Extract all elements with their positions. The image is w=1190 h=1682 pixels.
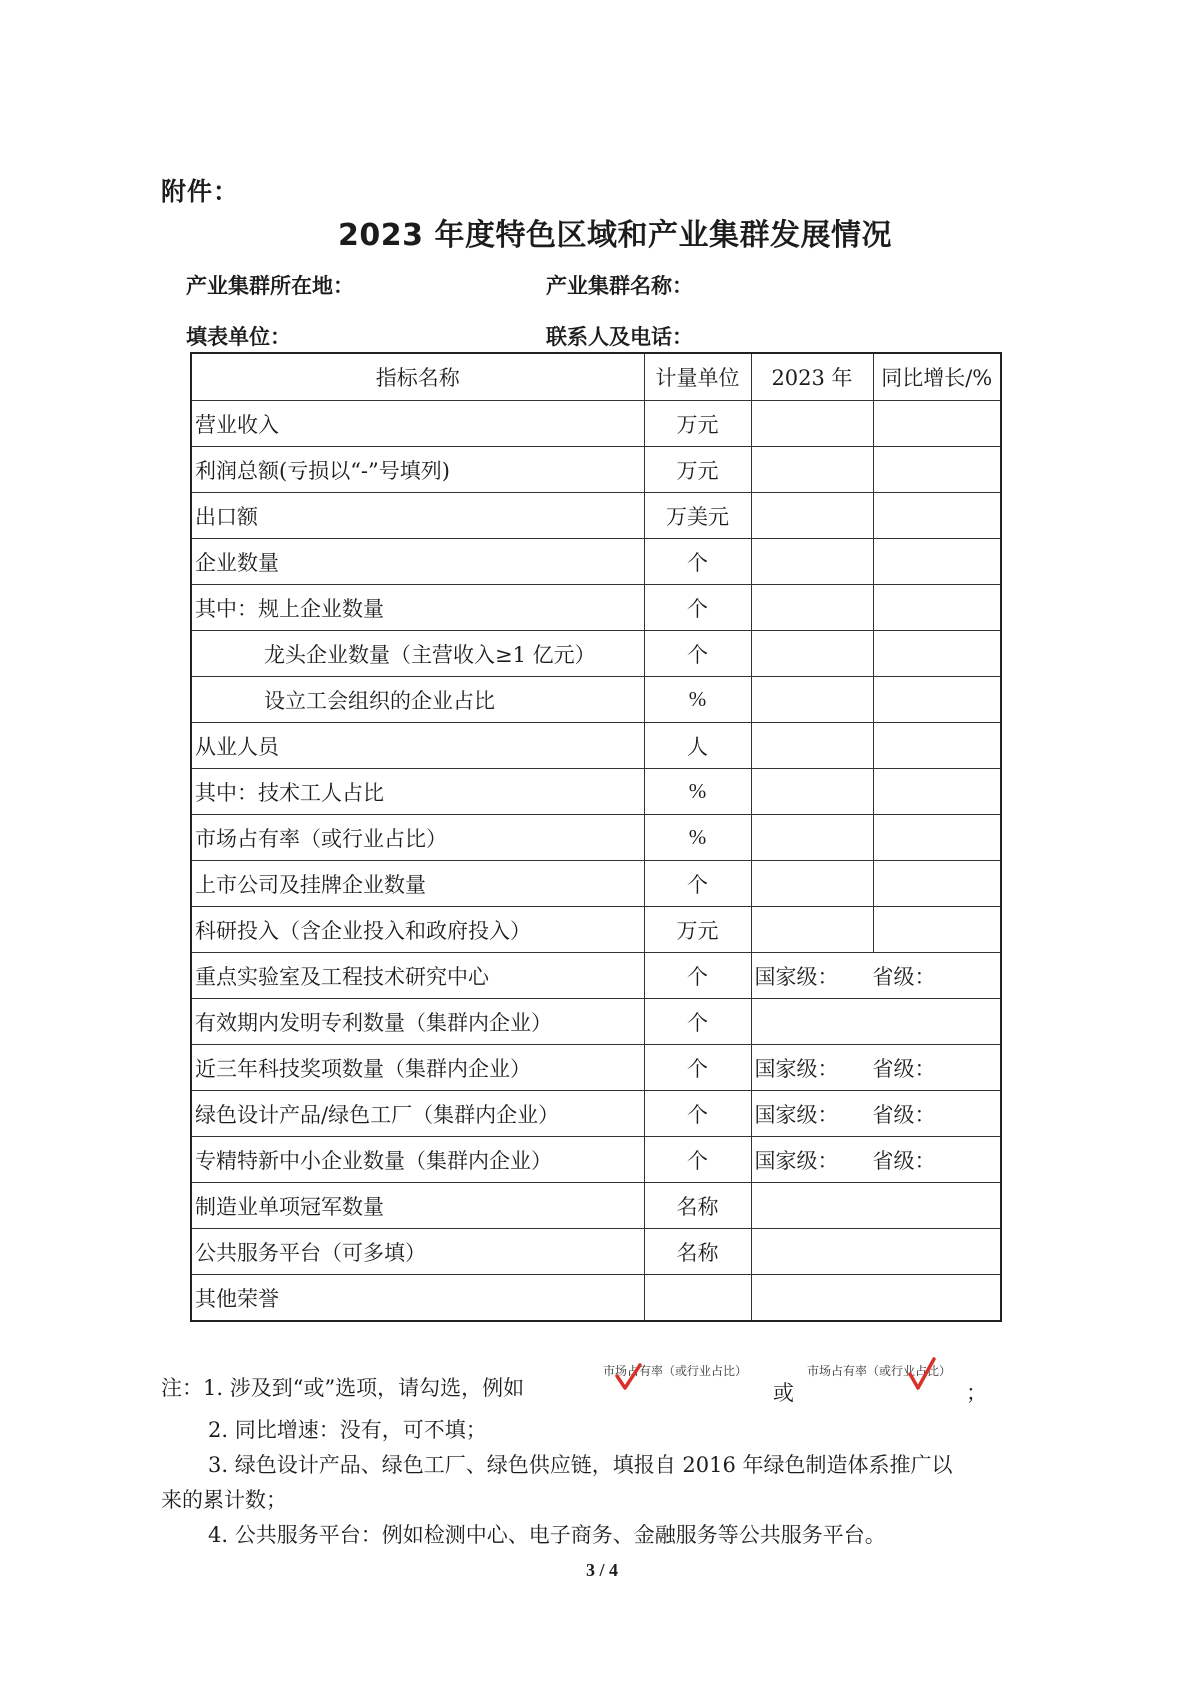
value-2023-cell[interactable] [751,585,873,631]
table-row [191,401,1001,447]
table-row [191,1183,1001,1229]
unit-cell: 个 [644,1045,751,1091]
provincial-level-label: 省级： [872,1148,936,1173]
table-row [191,999,1001,1045]
national-level-label: 国家级： [754,1056,839,1081]
indicator-table [190,352,1002,1322]
unit-cell: 万元 [644,907,751,953]
note-4: 4. 公共服务平台：例如检测中心、电子商务、金融服务等公共服务平台。 [208,1523,886,1547]
level-value-cell[interactable] [751,1091,1001,1137]
yoy-growth-cell[interactable] [873,861,1001,907]
value-2023-cell[interactable] [751,493,873,539]
note-1-suffix: ； [966,1381,987,1405]
table-row [191,677,1001,723]
unit-cell: 万元 [644,401,751,447]
provincial-level-label: 省级： [872,964,936,989]
checkmark-icon [614,1362,644,1392]
indicator-name: 近三年科技奖项数量（集群内企业） [191,1045,644,1091]
table-row [191,1091,1001,1137]
table-row [191,1045,1001,1091]
unit-cell: 人 [644,723,751,769]
value-2023-cell[interactable] [751,861,873,907]
table-row [191,631,1001,677]
value-2023-cell[interactable] [751,769,873,815]
table-row [191,447,1001,493]
yoy-growth-cell[interactable] [873,769,1001,815]
value-input-cell[interactable] [751,1275,1001,1322]
national-level-label: 国家级： [754,1102,839,1127]
table-row [191,585,1001,631]
table-row [191,1229,1001,1275]
indicator-name: 龙头企业数量（主营收入≥1 亿元） [191,631,644,677]
level-value-cell[interactable] [751,1137,1001,1183]
indicator-name: 其中：技术工人占比 [191,769,644,815]
indicator-name: 利润总额(亏损以“-”号填列) [191,447,644,493]
indicator-name: 设立工会组织的企业占比 [191,677,644,723]
unit-cell: % [644,769,751,815]
table-row [191,723,1001,769]
column-header-2023: 2023 年 [751,353,873,401]
indicator-name: 制造业单项冠军数量 [191,1183,644,1229]
unit-cell: 个 [644,585,751,631]
indicator-name: 上市公司及挂牌企业数量 [191,861,644,907]
provincial-level-label: 省级： [872,1056,936,1081]
unit-cell: 个 [644,861,751,907]
value-2023-cell[interactable] [751,447,873,493]
unit-cell [644,1275,751,1322]
indicator-name: 出口额 [191,493,644,539]
table-row [191,861,1001,907]
indicator-name: 市场占有率（或行业占比） [191,815,644,861]
national-level-label: 国家级： [754,1148,839,1173]
yoy-growth-cell[interactable] [873,907,1001,953]
unit-cell: % [644,815,751,861]
yoy-growth-cell[interactable] [873,401,1001,447]
unit-cell: 个 [644,1137,751,1183]
unit-cell: 个 [644,953,751,999]
note-3-line-2: 来的累计数； [161,1488,287,1512]
checkmark-icon [907,1356,937,1392]
yoy-growth-cell[interactable] [873,815,1001,861]
table-header-row [191,353,1001,401]
provincial-level-label: 省级： [872,1102,936,1127]
note-1: 注：1. 涉及到“或”选项，请勾选，例如 [161,1376,525,1400]
value-2023-cell[interactable] [751,815,873,861]
unit-cell: 个 [644,631,751,677]
note-1-sample-b: 市场占有率（或行业占比） [807,1364,952,1378]
unit-cell: 个 [644,999,751,1045]
yoy-growth-cell[interactable] [873,493,1001,539]
table-row [191,1137,1001,1183]
yoy-growth-cell[interactable] [873,539,1001,585]
note-3-line-1: 3. 绿色设计产品、绿色工厂、绿色供应链，填报自 2016 年绿色制造体系推广以 [208,1453,953,1477]
indicator-name: 营业收入 [191,401,644,447]
indicator-name: 科研投入（含企业投入和政府投入） [191,907,644,953]
value-2023-cell[interactable] [751,401,873,447]
value-2023-cell[interactable] [751,539,873,585]
unit-cell: % [644,677,751,723]
table-row [191,953,1001,999]
yoy-growth-cell[interactable] [873,723,1001,769]
unit-cell: 个 [644,1091,751,1137]
value-input-cell[interactable] [751,1229,1001,1275]
note-1-or: 或 [773,1381,794,1405]
table-row [191,1275,1001,1322]
unit-cell: 万元 [644,447,751,493]
value-2023-cell[interactable] [751,907,873,953]
table-row [191,907,1001,953]
value-2023-cell[interactable] [751,677,873,723]
national-level-label: 国家级： [754,964,839,989]
page-number: 3 / 4 [585,1560,618,1580]
yoy-growth-cell[interactable] [873,447,1001,493]
indicator-name: 公共服务平台（可多填） [191,1229,644,1275]
page-title: 2023 年度特色区域和产业集群发展情况 [338,218,892,253]
indicator-name: 绿色设计产品/绿色工厂（集群内企业） [191,1091,644,1137]
level-value-cell[interactable] [751,1045,1001,1091]
indicator-name: 专精特新中小企业数量（集群内企业） [191,1137,644,1183]
table-row [191,493,1001,539]
table-row [191,539,1001,585]
cluster-location-label: 产业集群所在地： [186,274,354,298]
yoy-growth-cell[interactable] [873,677,1001,723]
indicator-name: 其他荣誉 [191,1275,644,1322]
note-2: 2. 同比增速：没有，可不填； [208,1418,487,1442]
unit-cell: 名称 [644,1229,751,1275]
attachment-label: 附件： [161,177,240,206]
contact-label: 联系人及电话： [546,325,693,349]
table-row [191,815,1001,861]
column-header-indicator: 指标名称 [191,353,644,401]
level-value-cell[interactable] [751,953,1001,999]
yoy-growth-cell[interactable] [873,585,1001,631]
indicator-name: 企业数量 [191,539,644,585]
unit-cell: 名称 [644,1183,751,1229]
yoy-growth-cell[interactable] [873,631,1001,677]
table-row [191,769,1001,815]
cluster-name-label: 产业集群名称： [546,274,693,298]
indicator-name: 有效期内发明专利数量（集群内企业） [191,999,644,1045]
value-input-cell[interactable] [751,1183,1001,1229]
value-2023-cell[interactable] [751,723,873,769]
indicator-name: 重点实验室及工程技术研究中心 [191,953,644,999]
unit-cell: 万美元 [644,493,751,539]
unit-cell: 个 [644,539,751,585]
indicator-name: 其中：规上企业数量 [191,585,644,631]
note-1-sample-a: 市场占有率（或行业占比） [603,1364,748,1378]
column-header-unit: 计量单位 [644,353,751,401]
filler-unit-label: 填表单位： [186,325,291,349]
column-header-yoy-growth: 同比增长/% [873,353,1001,401]
value-2023-cell[interactable] [751,631,873,677]
value-input-cell[interactable] [751,999,1001,1045]
indicator-name: 从业人员 [191,723,644,769]
